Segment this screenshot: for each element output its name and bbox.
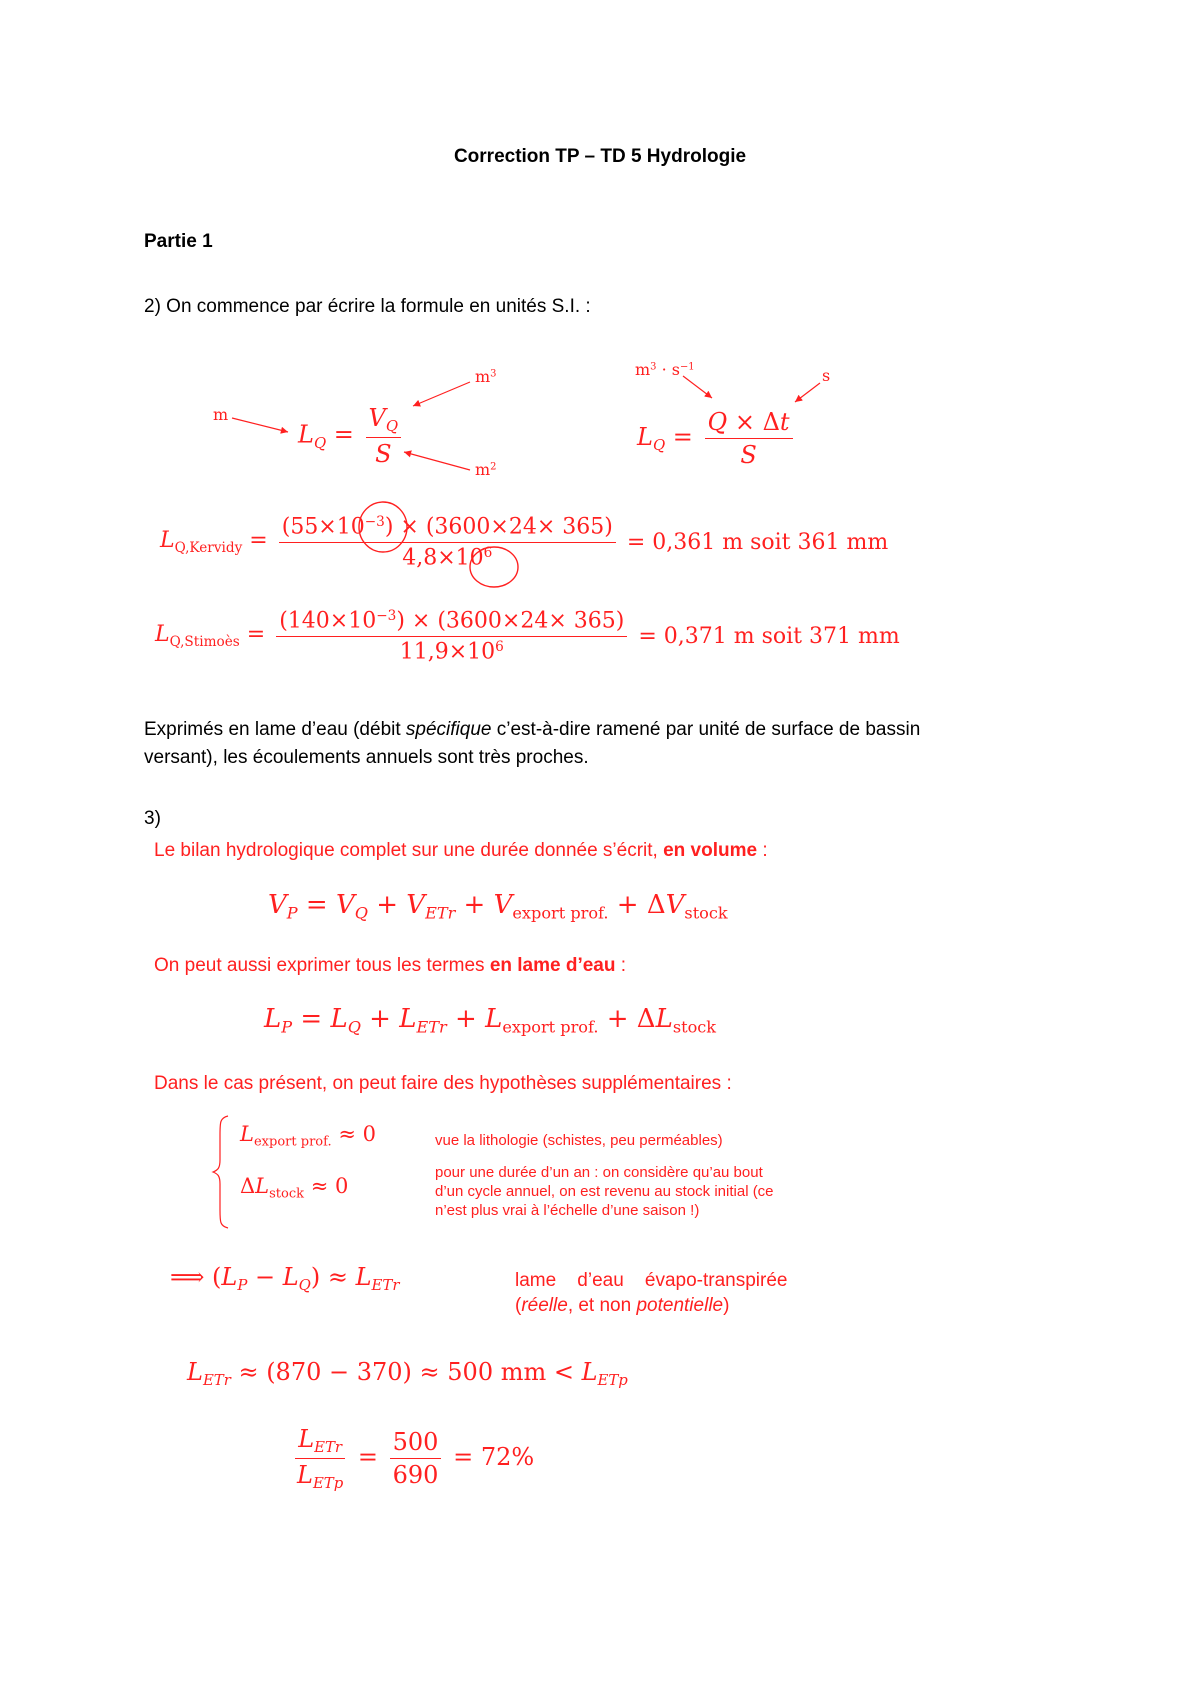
bilan-text: Le bilan hydrologique complet sur une durée donnée s’écrit, en volume : [154, 840, 768, 861]
formula-conclusion: ⟹ $(L_P - L_Q) \approx L_{ETr}$ [170, 1263, 400, 1295]
part1-heading: Partie 1 [144, 231, 213, 252]
brace [213, 1116, 228, 1228]
conclusion-note [515, 1268, 788, 1318]
explanation-paragraph [144, 716, 1104, 772]
explanation-line-1: Exprimés en lame d’eau (débit spécifique c’est-à-dire ramené par unité de surface de bassin [144, 719, 921, 740]
explanation-line-2: versant), les écoulements annuels sont très proches. [144, 747, 589, 768]
arrow-m3s [683, 376, 712, 398]
formula-lq-volume: $L_Q$ = $\frac{V_Q}{S}$ [298, 404, 405, 468]
formula-letr-calc: $L_{ETr} \approx (870 - 370) \approx 500$ mm < $L_{ETp}$ [187, 1358, 628, 1390]
unit-m3-label: $m^3$ [475, 367, 497, 386]
kervidy-result: = 0,361 m soit 361 mm [626, 529, 889, 555]
hyp-stock-note-line-3: n’est plus vrai à l’échelle d’une saison !) [435, 1202, 700, 1219]
hyp-stock-note-line-2: d’un cycle annuel, on est revenu au stock initial (ce [435, 1183, 774, 1200]
formula-ratio: $\frac{L_{ETr}}{L_{ETp}}$ = $\frac{500}{690}$ = 72% [290, 1425, 534, 1492]
conclusion-note-line-1: lame d’eau évapo-transpirée [515, 1270, 788, 1291]
stimoes-result: = 0,371 m soit 371 mm [638, 623, 900, 649]
hyp-stock-note-line-1: pour une durée d’un an : on considère qu’au bout [435, 1164, 763, 1181]
arrow-m3 [413, 382, 470, 406]
unit-s-label: s [822, 366, 831, 385]
fraction-q-dt-s: $\frac{Q \times \Delta t}{S}$ [705, 408, 793, 469]
fraction-stimoes: $\frac{(140\times 10^{-3}) \times (3600\times 24\times 365)}{11,9\times 10^6}$ [276, 608, 627, 664]
q3-label: 3) [144, 808, 161, 829]
fraction-500-690: $\frac{500}{690}$ [390, 1428, 442, 1489]
fraction-kervidy: $\frac{(55\times 10^{-3}) \times (3600\times 24\times 365)}{4,8\times 10^6}$ [279, 514, 616, 570]
arrow-s [795, 383, 820, 402]
conclusion-note-line-2: (réelle, et non potentielle) [515, 1295, 730, 1316]
lame-text: On peut aussi exprimer tous les termes en lame d’eau : [154, 955, 627, 976]
formula-lq-flow: $L_Q$ = $\frac{Q \times \Delta t}{S}$ [637, 408, 797, 469]
arrow-m [232, 418, 288, 432]
hyp-export: $L_{export prof.} \approx 0$ [240, 1122, 376, 1150]
unit-m-label: m [213, 405, 229, 424]
arrow-m2 [404, 452, 470, 470]
q2-intro: 2) On commence par écrire la formule en unités S.I. : [144, 296, 591, 317]
ratio-result: = 72% [453, 1443, 535, 1472]
fraction-letr-letp: $\frac{L_{ETr}}{L_{ETp}}$ [297, 1425, 344, 1493]
fraction-vq-s: $\frac{V_Q}{S}$ [366, 404, 402, 468]
page-title: Correction TP – TD 5 Hydrologie [453, 146, 747, 167]
formula-stimoes: $L_{Q,Stimoès}$ = $\frac{(140\times 10^{-3}) \times (3600\times 24\times 365)}{11,9\times 10^6}$ = 0,371 m soit 371 mm [155, 608, 900, 664]
hypotheses-text: Dans le cas présent, on peut faire des hypothèses supplémentaires : [154, 1073, 732, 1094]
hyp-stock: $\Delta L_{stock} \approx 0$ [240, 1174, 349, 1202]
hyp-stock-note [435, 1163, 774, 1220]
formula-volume-balance: $V_P = V_Q + V_{ETr} + V_{export prof.} + \Delta V_{stock}$ [268, 890, 728, 923]
formula-lame-balance: $L_P = L_Q + L_{ETr} + L_{export prof.} + \Delta L_{stock}$ [264, 1004, 717, 1037]
formula-kervidy: $L_{Q,Kervidy}$ = $\frac{(55\times 10^{-3}) \times (3600\times 24\times 365)}{4,8\times 10^6}$ = 0,361 m soit 361 mm [160, 514, 889, 570]
hyp-export-note: vue la lithologie (schistes, peu perméables) [435, 1132, 723, 1149]
unit-m3s-label: $m^3 \cdot s^{-1}$ [635, 360, 695, 379]
unit-m2-label: $m^2$ [475, 460, 497, 479]
